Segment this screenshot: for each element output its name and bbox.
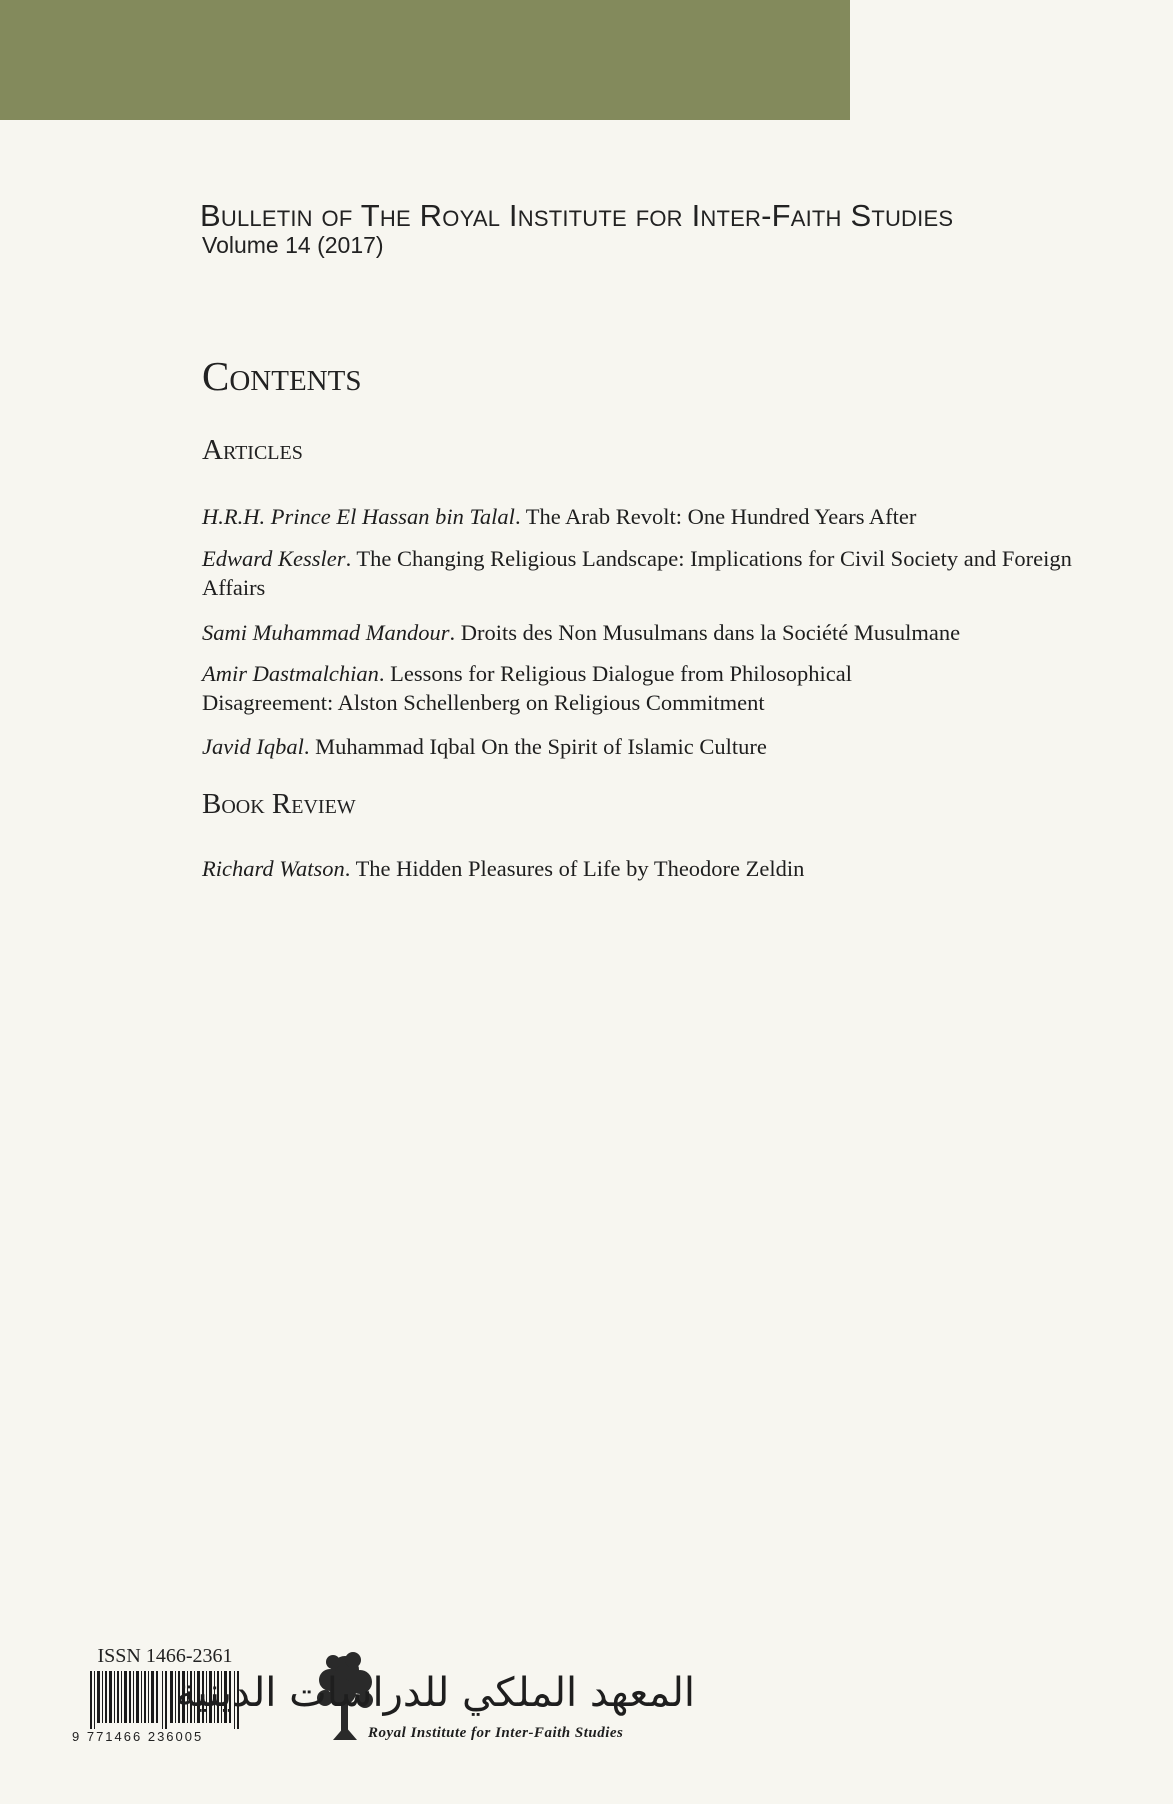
article-author: Amir Dastmalchian <box>202 661 379 686</box>
article-author: Javid Iqbal <box>202 734 304 759</box>
green-band <box>0 0 850 120</box>
review-title: The Hidden Pleasures of Life by Theodore Zeldin <box>355 856 805 881</box>
volume-label: Volume 14 (2017) <box>202 232 384 258</box>
logo-arabic: المعهد الملكي للدراسات الدينية <box>175 1670 695 1716</box>
logo-english: Royal Institute for Inter-Faith Studies <box>368 1725 624 1741</box>
article-entry: Edward Kessler. The Changing Religious Landscape: Implications for Civil Society and Foreign Affairs <box>202 546 1072 600</box>
article-title: The Arab Revolt: One Hundred Years After <box>525 504 917 529</box>
article-author: Sami Muhammad Mandour <box>202 620 450 645</box>
article-entry: Javid Iqbal. Muhammad Iqbal On the Spirit of Islamic Culture <box>202 734 767 759</box>
article-entry: Amir Dastmalchian. Lessons for Religious Dialogue from Philosophical Disagreement: Alston Schellenberg on Religious Commitment <box>202 661 852 715</box>
issn-label: ISSN 1466-2361 <box>97 1645 233 1667</box>
article-title: The Changing Religious Landscape: Implications for Civil Society and Foreign Affairs <box>202 546 1072 600</box>
article-author: Edward Kessler <box>202 546 346 571</box>
book-review-heading: Book Review <box>202 788 356 820</box>
article-entry: H.R.H. Prince El Hassan bin Talal. The Arab Revolt: One Hundred Years After <box>202 504 917 529</box>
article-title: Lessons for Religious Dialogue from Philosophical Disagreement: Alston Schellenberg on Religious Commitment <box>202 661 852 715</box>
barcode-digits: 9 771466 236005 <box>72 1729 204 1744</box>
review-author: Richard Watson <box>202 856 345 881</box>
article-author: H.R.H. Prince El Hassan bin Talal <box>202 504 515 529</box>
article-title: Muhammad Iqbal On the Spirit of Islamic Culture <box>315 734 767 759</box>
bulletin-title: Bulletin of The Royal Institute for Inter-Faith Studies <box>200 198 954 233</box>
article-title: Droits des Non Musulmans dans la Société Musulmane <box>460 620 961 645</box>
articles-heading: Articles <box>202 434 303 466</box>
contents-heading: Contents <box>202 353 362 399</box>
article-entry: Sami Muhammad Mandour. Droits des Non Musulmans dans la Société Musulmane <box>202 620 961 645</box>
book-review-entry: Richard Watson. The Hidden Pleasures of Life by Theodore Zeldin <box>202 856 805 881</box>
